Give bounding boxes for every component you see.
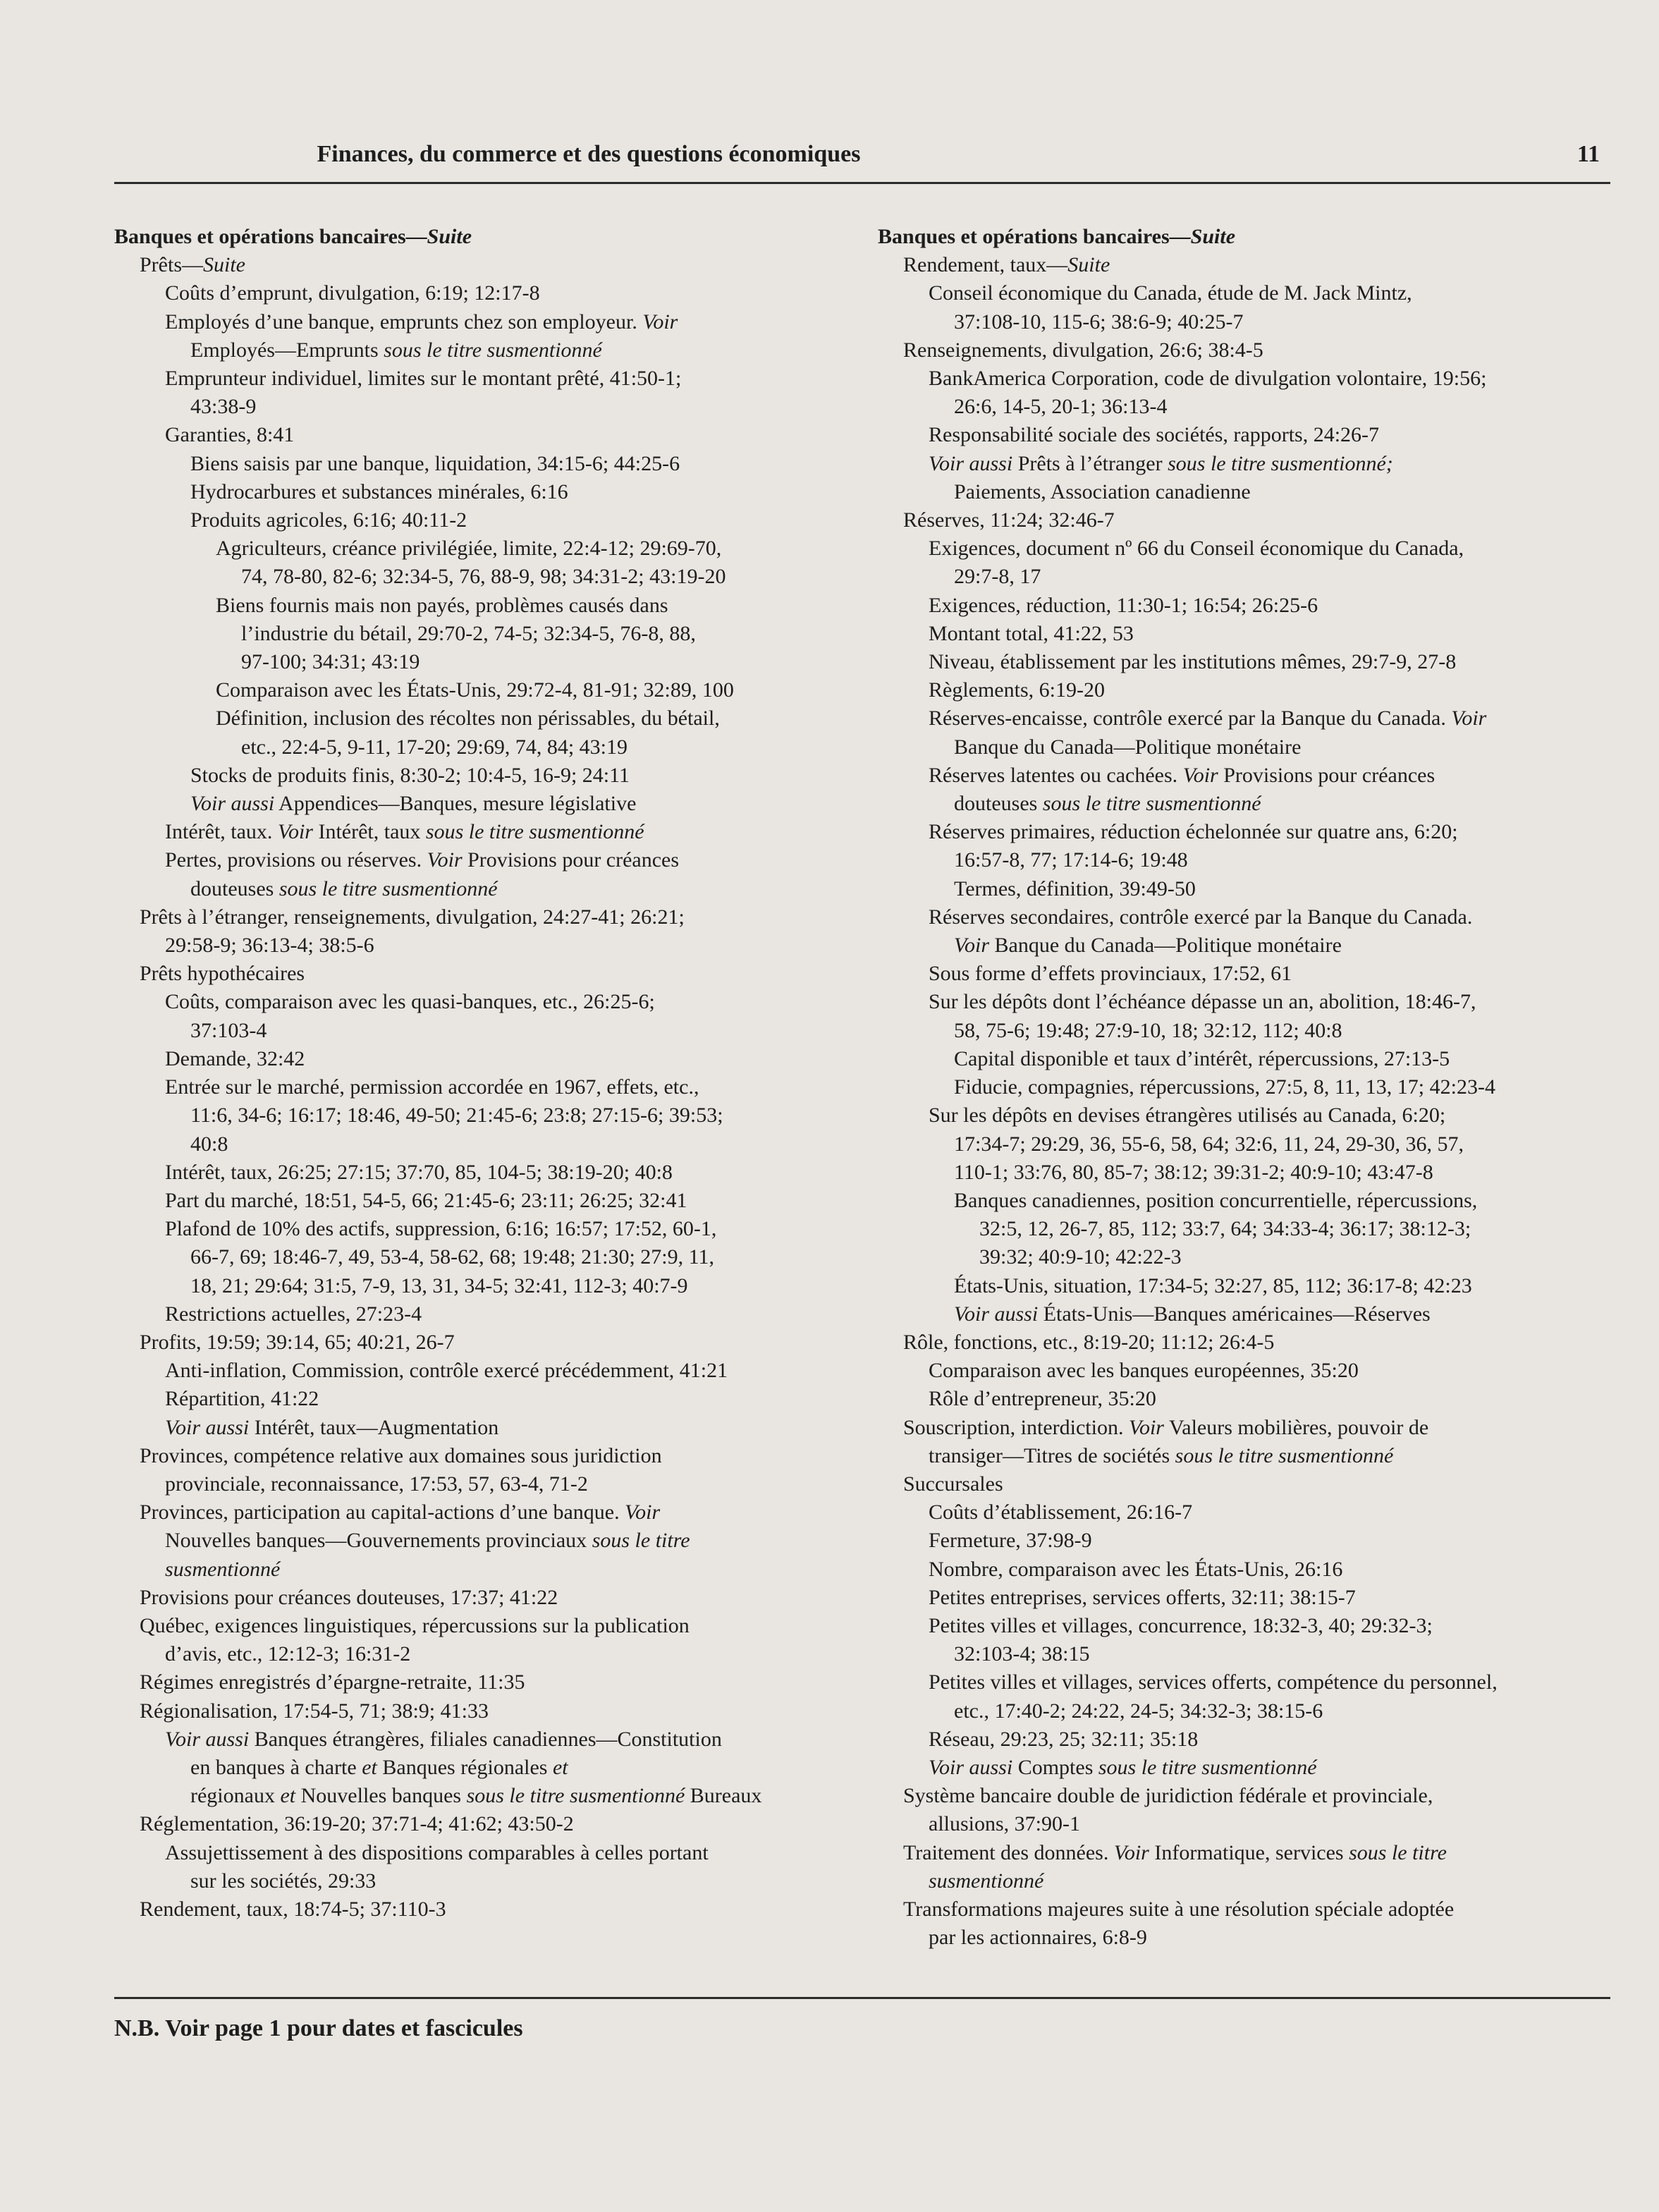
index-entry	[878, 1442, 1618, 1470]
entry-text: 43:38-9	[190, 395, 257, 419]
index-entry	[878, 1754, 1618, 1782]
entry-text: Prêts à l’étranger, renseignements, divulgation, 24:27-41; 26:21;	[140, 905, 685, 929]
index-entry	[878, 506, 1618, 534]
entry-text: Petites villes et villages, concurrence, 18:32-3, 40; 29:32-3;	[929, 1613, 1433, 1637]
entry-text: Appendices—Banques, mesure législative	[274, 792, 637, 816]
entry-italic: sous le titre susmentionné;	[1168, 451, 1393, 475]
index-entry	[878, 1187, 1618, 1215]
entry-text: provinciale, reconnaissance, 17:53, 57, 63-4, 71-2	[165, 1472, 588, 1496]
entry-italic: Voir	[427, 848, 463, 872]
index-entry	[878, 1839, 1618, 1867]
entry-text: l’industrie du bétail, 29:70-2, 74-5; 32:34-5, 76-8, 88,	[241, 621, 696, 645]
entry-text: etc., 17:40-2; 24:22, 24-5; 34:32-3; 38:15-6	[954, 1699, 1323, 1723]
entry-text: Rôle, fonctions, etc., 8:19-20; 11:12; 26:4-5	[903, 1330, 1275, 1354]
entry-italic: Suite	[203, 253, 245, 277]
entry-text: Provinces, participation au capital-actions d’une banque.	[140, 1501, 625, 1524]
index-entry	[114, 818, 855, 846]
entry-italic: Suite	[427, 225, 472, 248]
index-entry	[114, 762, 855, 790]
entry-italic: sous le titre susmentionné	[278, 876, 498, 900]
index-entry	[878, 1640, 1618, 1668]
index-entry	[878, 903, 1618, 931]
index-entry	[114, 1328, 855, 1357]
index-entry	[878, 592, 1618, 620]
index-entry	[878, 1782, 1618, 1810]
entry-text: Traitement des données.	[903, 1840, 1114, 1864]
entry-text: Entrée sur le marché, permission accordée en 1967, effets, etc.,	[165, 1075, 699, 1099]
entry-text: d’avis, etc., 12:12-3; 16:31-2	[165, 1642, 411, 1666]
entry-text: Nombre, comparaison avec les États-Unis, 26:16	[929, 1557, 1343, 1581]
entry-text: Comparaison avec les États-Unis, 29:72-4, 81-91; 32:89, 100	[216, 678, 734, 702]
entry-italic: sous le titre susmentionné	[1098, 1755, 1317, 1779]
entry-text: Part du marché, 18:51, 54-5, 66; 21:45-6; 23:11; 26:25; 32:41	[165, 1188, 687, 1212]
index-entry	[878, 1498, 1618, 1527]
entry-text: Réseau, 29:23, 25; 32:11; 35:18	[929, 1727, 1199, 1751]
index-entry	[114, 534, 855, 563]
index-entry	[114, 1272, 855, 1300]
entry-text: Paiements, Association canadienne	[954, 479, 1251, 503]
entry-text: 97-100; 34:31; 43:19	[241, 650, 420, 674]
entry-text: 17:34-7; 29:29, 36, 55-6, 58, 64; 32:6, 11, 24, 29-30, 36, 57,	[954, 1132, 1464, 1156]
entry-text: 32:5, 12, 26-7, 85, 112; 33:7, 64; 34:33-4; 36:17; 38:12-3;	[979, 1217, 1471, 1241]
index-entry	[114, 478, 855, 506]
entry-text: Restrictions actuelles, 27:23-4	[165, 1302, 422, 1326]
index-entry	[878, 1697, 1618, 1725]
entry-italic: Suite	[1067, 253, 1110, 277]
footer-note: N.B. Voir page 1 pour dates et fascicules	[114, 2015, 523, 2041]
entry-italic: sous le titre susmentionné	[384, 338, 602, 362]
index-entry	[114, 620, 855, 648]
index-entry	[878, 818, 1618, 846]
entry-text: États-Unis—Banques américaines—Réserves	[1038, 1302, 1431, 1326]
index-entry	[878, 478, 1618, 506]
entry-text: Conseil économique du Canada, étude de M. Jack Mintz,	[929, 281, 1412, 305]
index-entry	[114, 279, 855, 307]
entry-text: Capital disponible et taux d’intérêt, répercussions, 27:13-5	[954, 1046, 1450, 1070]
entry-text: douteuses	[190, 876, 279, 900]
index-entry	[878, 1243, 1618, 1271]
entry-text: Provisions pour créances douteuses, 17:37; 41:22	[140, 1585, 558, 1609]
index-entry	[114, 1045, 855, 1073]
entry-text: Système bancaire double de juridiction fédérale et provinciale,	[903, 1784, 1433, 1808]
index-entry	[114, 1187, 855, 1215]
entry-text: Renseignements, divulgation, 26:6; 38:4-5	[903, 338, 1263, 362]
entry-text: 29:7-8, 17	[954, 565, 1041, 589]
index-entry	[114, 1300, 855, 1328]
index-entry	[878, 790, 1618, 818]
entry-text: 16:57-8, 77; 17:14-6; 19:48	[954, 848, 1188, 872]
entry-text: Sous forme d’effets provinciaux, 17:52, 61	[929, 962, 1292, 986]
index-entry	[114, 421, 855, 449]
index-entry	[878, 1130, 1618, 1159]
entry-text: Biens fournis mais non payés, problèmes causés dans	[216, 593, 668, 617]
entry-text: 40:8	[190, 1132, 228, 1156]
entry-italic: Voir aussi	[954, 1302, 1039, 1326]
entry-text: Biens saisis par une banque, liquidation, 34:15-6; 44:25-6	[190, 451, 680, 475]
index-entry	[878, 1215, 1618, 1243]
index-entry	[878, 988, 1618, 1016]
index-entry	[114, 903, 855, 931]
entry-italic: Voir	[1182, 763, 1218, 787]
entry-italic: susmentionné	[165, 1557, 281, 1581]
entry-text: Coûts d’emprunt, divulgation, 6:19; 12:17-8	[165, 281, 540, 305]
index-entry	[878, 1017, 1618, 1045]
index-column-right	[878, 223, 1618, 1952]
index-entry	[878, 875, 1618, 903]
entry-text: Plafond de 10% des actifs, suppression, 6:16; 16:57; 17:52, 60-1,	[165, 1217, 717, 1241]
entry-text: Emprunteur individuel, limites sur le montant prêté, 41:50-1;	[165, 367, 682, 391]
index-entry	[878, 223, 1618, 251]
index-entry	[114, 790, 855, 818]
index-entry	[878, 846, 1618, 874]
entry-text: 26:6, 14-5, 20-1; 36:13-4	[954, 395, 1168, 419]
index-entry	[114, 563, 855, 591]
index-entry	[878, 931, 1618, 960]
entry-text: par les actionnaires, 6:8-9	[929, 1926, 1147, 1950]
index-entry	[114, 506, 855, 534]
entry-text: etc., 22:4-5, 9-11, 17-20; 29:69, 74, 84; 43:19	[241, 735, 628, 759]
entry-text: Termes, définition, 39:49-50	[954, 876, 1196, 900]
entry-text: Prêts hypothécaires	[140, 962, 305, 986]
entry-text: Prêts à l’étranger	[1012, 451, 1168, 475]
entry-italic: et	[552, 1755, 568, 1779]
entry-text: Hydrocarbures et substances minérales, 6:16	[190, 479, 568, 503]
entry-text: 37:108-10, 115-6; 38:6-9; 40:25-7	[954, 310, 1244, 334]
entry-text: allusions, 37:90-1	[929, 1812, 1080, 1836]
entry-text: Intérêt, taux.	[165, 820, 278, 844]
entry-text: 29:58-9; 36:13-4; 38:5-6	[165, 934, 374, 958]
index-entry	[114, 1725, 855, 1754]
entry-italic: Suite	[1190, 225, 1236, 248]
index-entry	[878, 279, 1618, 307]
index-entry	[114, 1243, 855, 1271]
entry-text: Provisions pour créances	[1218, 763, 1435, 787]
index-entry	[878, 421, 1618, 449]
entry-text: transiger—Titres de sociétés	[929, 1443, 1175, 1467]
entry-text: Demande, 32:42	[165, 1046, 305, 1070]
entry-italic: Voir	[1113, 1840, 1149, 1864]
entry-italic: Voir aussi	[190, 792, 275, 816]
entry-text: 32:103-4; 38:15	[954, 1642, 1090, 1666]
index-entry	[878, 1073, 1618, 1101]
index-entry	[878, 1159, 1618, 1187]
entry-text: Succursales	[903, 1472, 1003, 1496]
index-entry	[878, 1810, 1618, 1838]
entry-text: Provinces, compétence relative aux domaines sous juridiction	[140, 1443, 662, 1467]
entry-text: Pertes, provisions ou réserves.	[165, 848, 427, 872]
entry-italic: Voir	[642, 310, 678, 334]
index-entry	[114, 1754, 855, 1782]
index-entry	[878, 676, 1618, 704]
entry-text: douteuses	[954, 792, 1043, 816]
index-entry	[878, 762, 1618, 790]
index-entry	[114, 336, 855, 365]
entry-text: Profits, 19:59; 39:14, 65; 40:21, 26-7	[140, 1330, 455, 1354]
entry-text: Informatique, services	[1149, 1840, 1349, 1864]
index-entry	[114, 1385, 855, 1413]
index-entry	[114, 1556, 855, 1584]
index-entry	[878, 704, 1618, 733]
index-entry	[878, 1867, 1618, 1895]
index-entry	[878, 308, 1618, 336]
entry-text: Niveau, établissement par les institutions mêmes, 29:7-9, 27-8	[929, 650, 1457, 674]
entry-italic: Voir	[625, 1501, 661, 1524]
entry-text: Coûts d’établissement, 26:16-7	[929, 1501, 1193, 1524]
index-entry	[878, 1584, 1618, 1612]
index-entry	[878, 251, 1618, 279]
entry-text: Régionalisation, 17:54-5, 71; 38:9; 41:33	[140, 1699, 489, 1723]
index-entry	[114, 931, 855, 960]
page-number: 11	[1577, 141, 1600, 167]
entry-italic: sous le titre susmentionné	[425, 820, 644, 844]
entry-text: Réserves, 11:24; 32:46-7	[903, 508, 1115, 532]
entry-italic: Voir aussi	[929, 1755, 1013, 1779]
entry-text: Fiducie, compagnies, répercussions, 27:5, 8, 11, 13, 17; 42:23-4	[954, 1075, 1495, 1099]
entry-text: Réserves primaires, réduction échelonnée sur quatre ans, 6:20;	[929, 820, 1458, 844]
entry-text: Banque du Canada—Politique monétaire	[989, 934, 1342, 958]
index-entry	[114, 1697, 855, 1725]
entry-text: 18, 21; 29:64; 31:5, 7-9, 13, 31, 34-5; 32:41, 112-3; 40:7-9	[190, 1273, 688, 1297]
index-entry	[114, 393, 855, 421]
index-entry	[878, 1556, 1618, 1584]
entry-italic: et	[362, 1755, 377, 1779]
entry-italic: Voir aussi	[165, 1415, 250, 1439]
entry-text: Employés d’une banque, emprunts chez son employeur.	[165, 310, 643, 334]
index-entry	[878, 1357, 1618, 1385]
entry-italic: Voir aussi	[929, 451, 1013, 475]
entry-italic: Voir	[954, 934, 990, 958]
index-entry	[878, 1895, 1618, 1924]
entry-text: Intérêt, taux	[312, 820, 426, 844]
index-entry	[878, 1527, 1618, 1555]
entry-text: Intérêt, taux—Augmentation	[249, 1415, 499, 1439]
entry-italic: susmentionné	[929, 1869, 1044, 1893]
header-rule	[114, 182, 1610, 184]
index-entry	[114, 450, 855, 478]
index-entry	[878, 450, 1618, 478]
entry-text: 58, 75-6; 19:48; 27:9-10, 18; 32:12, 112; 40:8	[954, 1018, 1342, 1042]
entry-text: Rendement, taux—	[903, 253, 1068, 277]
index-entry	[114, 1159, 855, 1187]
index-entry	[114, 1895, 855, 1924]
entry-text: Anti-inflation, Commission, contrôle exercé précédemment, 41:21	[165, 1359, 728, 1383]
entry-italic: Voir	[1451, 707, 1487, 731]
entry-italic: Voir	[1128, 1415, 1164, 1439]
index-entry	[878, 365, 1618, 393]
index-entry	[114, 960, 855, 988]
entry-text: Responsabilité sociale des sociétés, rapports, 24:26-7	[929, 423, 1380, 447]
index-entry	[878, 620, 1618, 648]
index-entry	[878, 1101, 1618, 1130]
entry-text: Québec, exigences linguistiques, répercussions sur la publication	[140, 1613, 690, 1637]
index-entry	[114, 1215, 855, 1243]
index-entry	[114, 648, 855, 676]
entry-text: Transformations majeures suite à une résolution spéciale adoptée	[903, 1897, 1455, 1921]
entry-text: Exigences, document nº 66 du Conseil économique du Canada,	[929, 537, 1464, 561]
entry-text: sur les sociétés, 29:33	[190, 1869, 377, 1893]
entry-text: Banques canadiennes, position concurrentielle, répercussions,	[954, 1188, 1478, 1212]
running-head-title: Finances, du commerce et des questions économiques	[317, 141, 861, 167]
index-entry	[114, 1584, 855, 1612]
index-entry	[114, 1810, 855, 1838]
entry-italic: Voir aussi	[165, 1727, 250, 1751]
entry-text: Banques régionales	[377, 1755, 553, 1779]
entry-text: Intérêt, taux, 26:25; 27:15; 37:70, 85, 104-5; 38:19-20; 40:8	[165, 1160, 673, 1184]
entry-text: 66-7, 69; 18:46-7, 49, 53-4, 58-62, 68; 19:48; 21:30; 27:9, 11,	[190, 1245, 715, 1269]
index-entry	[114, 1640, 855, 1668]
entry-text: Produits agricoles, 6:16; 40:11-2	[190, 508, 467, 532]
index-entry	[114, 308, 855, 336]
index-entry	[878, 563, 1618, 591]
entry-text: 37:103-4	[190, 1018, 267, 1042]
index-entry	[114, 592, 855, 620]
entry-text: Petites entreprises, services offerts, 32:11; 38:15-7	[929, 1585, 1356, 1609]
index-entry	[878, 336, 1618, 365]
entry-italic: sous le titre susmentionné	[466, 1784, 685, 1808]
entry-text: Rôle d’entrepreneur, 35:20	[929, 1387, 1156, 1411]
index-entry	[114, 1414, 855, 1442]
index-entry	[878, 733, 1618, 762]
entry-text: BankAmerica Corporation, code de divulgation volontaire, 19:56;	[929, 367, 1487, 391]
index-entry	[114, 1839, 855, 1867]
entry-italic: sous le titre susmentionné	[1175, 1443, 1394, 1467]
index-entry	[114, 1498, 855, 1527]
entry-text: Agriculteurs, créance privilégiée, limite, 22:4-12; 29:69-70,	[216, 537, 722, 561]
index-entry	[114, 676, 855, 704]
index-entry	[114, 1668, 855, 1697]
entry-italic: sous le titre susmentionné	[1042, 792, 1261, 816]
index-entry	[878, 1300, 1618, 1328]
entry-text: 110-1; 33:76, 80, 85-7; 38:12; 39:31-2; 40:9-10; 43:47-8	[954, 1160, 1433, 1184]
entry-text: Définition, inclusion des récoltes non périssables, du bétail,	[216, 707, 720, 731]
entry-italic: sous le titre	[592, 1529, 690, 1553]
index-entry	[878, 1328, 1618, 1357]
entry-text: Répartition, 41:22	[165, 1387, 319, 1411]
index-entry	[114, 1442, 855, 1470]
index-entry	[114, 1017, 855, 1045]
entry-italic: et	[280, 1784, 296, 1808]
index-entry	[114, 251, 855, 279]
index-entry	[114, 1470, 855, 1498]
entry-text: 74, 78-80, 82-6; 32:34-5, 76, 88-9, 98; 34:31-2; 43:19-20	[241, 565, 726, 589]
entry-text: Assujettissement à des dispositions comparables à celles portant	[165, 1840, 709, 1864]
index-entry	[878, 1385, 1618, 1413]
entry-text: en banques à charte	[190, 1755, 362, 1779]
entry-text: Exigences, réduction, 11:30-1; 16:54; 26:25-6	[929, 593, 1318, 617]
entry-text: États-Unis, situation, 17:34-5; 32:27, 85, 112; 36:17-8; 42:23	[954, 1273, 1472, 1297]
index-entry	[114, 1527, 855, 1555]
entry-text: Comptes	[1012, 1755, 1098, 1779]
entry-italic: sous le titre	[1349, 1840, 1447, 1864]
entry-text: Règlements, 6:19-20	[929, 678, 1105, 702]
entry-text: Banques étrangères, filiales canadiennes—Constitution	[249, 1727, 722, 1751]
index-entry	[878, 1045, 1618, 1073]
footer-rule	[114, 1997, 1610, 1999]
index-entry	[878, 1725, 1618, 1754]
entry-text: Réserves secondaires, contrôle exercé par la Banque du Canada.	[929, 905, 1473, 929]
entry-text: Nouvelles banques—Gouvernements provinciaux	[165, 1529, 592, 1553]
entry-text: Employés—Emprunts	[190, 338, 384, 362]
index-entry	[878, 1612, 1618, 1640]
entry-text: Réglementation, 36:19-20; 37:71-4; 41:62; 43:50-2	[140, 1812, 574, 1836]
index-entry	[878, 1668, 1618, 1697]
index-entry	[114, 1867, 855, 1895]
entry-text: Coûts, comparaison avec les quasi-banques, etc., 26:25-6;	[165, 990, 655, 1014]
entry-text: Sur les dépôts en devises étrangères utilisés au Canada, 6:20;	[929, 1104, 1446, 1128]
entry-text: Banques et opérations bancaires—	[878, 225, 1191, 248]
entry-text: Prêts—	[140, 253, 203, 277]
entry-text: Provisions pour créances	[462, 848, 680, 872]
index-entry	[878, 648, 1618, 676]
entry-text: Stocks de produits finis, 8:30-2; 10:4-5, 16-9; 24:11	[190, 763, 630, 787]
index-entry	[114, 223, 855, 251]
entry-text: Bureaux	[690, 1784, 762, 1808]
index-entry	[114, 988, 855, 1016]
entry-text: Nouvelles banques	[295, 1784, 467, 1808]
entry-text: Garanties, 8:41	[165, 423, 295, 447]
entry-text: 11:6, 34-6; 16:17; 18:46, 49-50; 21:45-6; 23:8; 27:15-6; 39:53;	[190, 1104, 723, 1128]
index-entry	[878, 960, 1618, 988]
index-entry	[878, 1924, 1618, 1952]
index-entry	[114, 1357, 855, 1385]
entry-text: Montant total, 41:22, 53	[929, 621, 1134, 645]
entry-text: Banques et opérations bancaires—	[114, 225, 427, 248]
index-entry	[114, 733, 855, 762]
entry-text: Petites villes et villages, services offerts, compétence du personnel,	[929, 1670, 1498, 1694]
entry-italic: Voir	[277, 820, 313, 844]
index-entry	[114, 365, 855, 393]
index-entry	[114, 704, 855, 733]
entry-text: Rendement, taux, 18:74-5; 37:110-3	[140, 1897, 446, 1921]
entry-text: Souscription, interdiction.	[903, 1415, 1129, 1439]
index-entry	[114, 1073, 855, 1101]
entry-text: Réserves latentes ou cachées.	[929, 763, 1183, 787]
entry-text: Comparaison avec les banques européennes, 35:20	[929, 1359, 1359, 1383]
index-entry	[878, 1414, 1618, 1442]
index-entry	[114, 1782, 855, 1810]
entry-text: Fermeture, 37:98-9	[929, 1529, 1092, 1553]
index-entry	[114, 846, 855, 874]
entry-text: 39:32; 40:9-10; 42:22-3	[979, 1245, 1182, 1269]
index-entry	[878, 393, 1618, 421]
index-entry	[114, 1130, 855, 1159]
entry-text: Régimes enregistrés d’épargne-retraite, 11:35	[140, 1670, 525, 1694]
index-entry	[114, 1101, 855, 1130]
entry-text: régionaux	[190, 1784, 281, 1808]
entry-text: Banque du Canada—Politique monétaire	[954, 735, 1302, 759]
index-entry	[878, 534, 1618, 563]
index-entry	[878, 1470, 1618, 1498]
index-entry	[114, 875, 855, 903]
index-entry	[878, 1272, 1618, 1300]
entry-text: Sur les dépôts dont l’échéance dépasse un an, abolition, 18:46-7,	[929, 990, 1476, 1014]
index-column-left	[114, 223, 855, 1924]
index-entry	[114, 1612, 855, 1640]
entry-text: Valeurs mobilières, pouvoir de	[1163, 1415, 1429, 1439]
entry-text: Réserves-encaisse, contrôle exercé par la Banque du Canada.	[929, 707, 1452, 731]
